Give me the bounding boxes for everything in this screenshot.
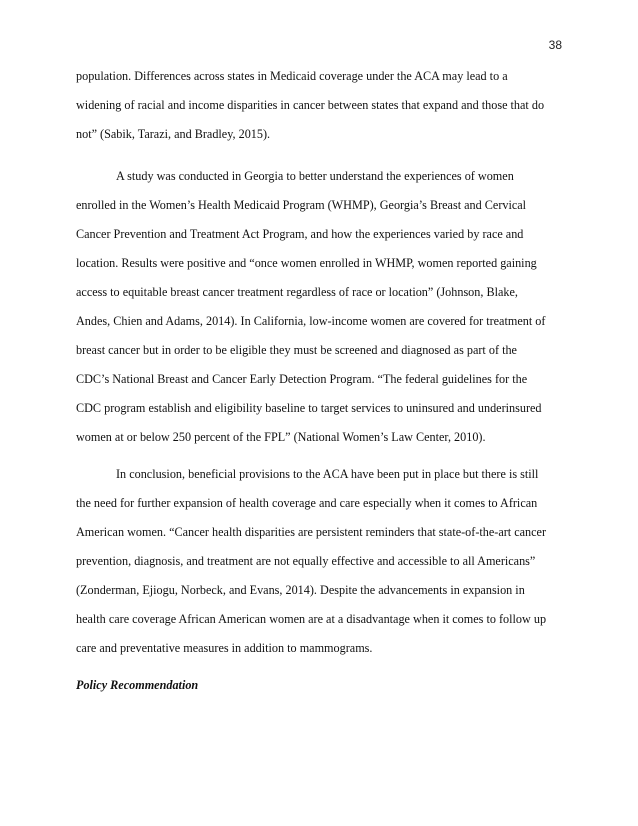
paragraph-3-line-6: health care coverage African American women are at a disadvantage when it comes to follow up [76,612,547,626]
paragraph-2-line-5: access to equitable breast cancer treatment regardless of race or location” (Johnson, Blake, [76,285,518,299]
paragraph-1-line-2: widening of racial and income disparities in cancer between states that expand and those that do [76,98,545,112]
paragraph-1-line-1: population. Differences across states in Medicaid coverage under the ACA may lead to a [76,69,508,83]
paragraph-2-line-3: Cancer Prevention and Treatment Act Program, and how the experiences varied by race and [76,227,524,241]
paragraph-3-line-7: care and preventative measures in addition to mammograms. [76,641,373,655]
page-number: 38 [548,38,562,52]
paragraph-2-line-1: A study was conducted in Georgia to better understand the experiences of women [116,169,514,183]
paragraph-2-line-2: enrolled in the Women’s Health Medicaid Program (WHMP), Georgia’s Breast and Cervical [76,198,527,212]
paragraph-2-line-10: women at or below 250 percent of the FPL” (National Women’s Law Center, 2010). [76,430,486,444]
paragraph-3-line-1: In conclusion, beneficial provisions to the ACA have been put in place but there is still [116,467,539,481]
paragraph-3-line-2: the need for further expansion of health coverage and care especially when it comes to African [76,496,538,510]
paragraph-2-line-6: Andes, Chien and Adams, 2014). In California, low-income women are covered for treatment of [76,314,546,328]
paragraph-3-line-5: (Zonderman, Ejiogu, Norbeck, and Evans, 2014). Despite the advancements in expansion in [76,583,525,597]
paragraph-1-line-3: not” (Sabik, Tarazi, and Bradley, 2015). [76,127,271,141]
paragraph-3-line-4: prevention, diagnosis, and treatment are not equally effective and accessible to all Americans” [76,554,536,568]
paragraph-2-line-4: location. Results were positive and “once women enrolled in WHMP, women reported gaining [76,256,537,270]
paragraph-2-line-8: CDC’s National Breast and Cancer Early Detection Program. “The federal guidelines for the [76,372,528,386]
paragraph-2-line-9: CDC program establish and eligibility baseline to target services to uninsured and underinsured [76,401,542,415]
paragraph-3-line-3: American women. “Cancer health disparities are persistent reminders that state-of-the-art cancer [76,525,547,539]
section-heading: Policy Recommendation [76,678,199,692]
paragraph-2-line-7: breast cancer but in order to be eligible they must be screened and diagnosed as part of the [76,343,517,357]
